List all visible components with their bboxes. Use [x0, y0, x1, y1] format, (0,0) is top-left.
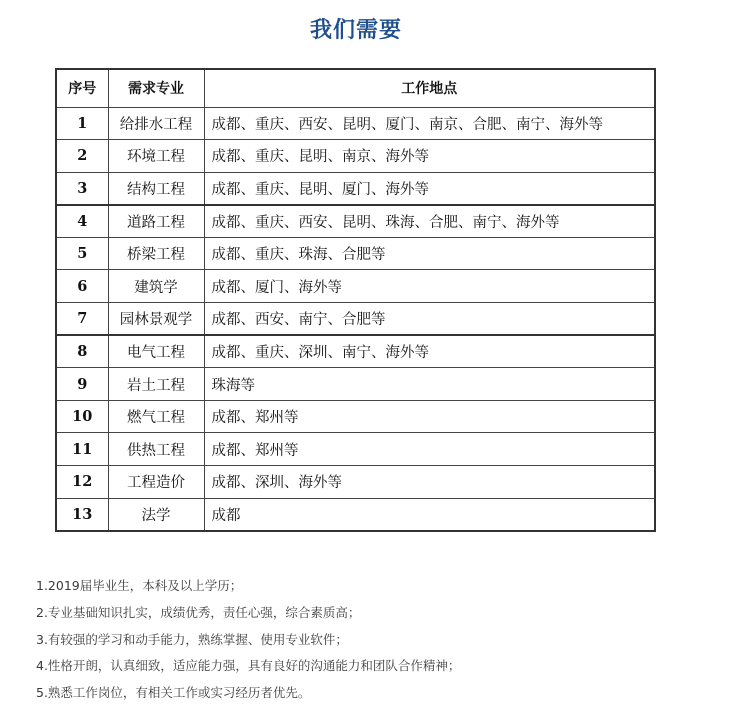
- table-row: [56, 140, 655, 173]
- row-major: 法学: [108, 498, 204, 531]
- row-location: 成都、西安、南宁、合肥等: [204, 303, 655, 336]
- header-location: 工作地点: [204, 69, 655, 107]
- row-major: 电气工程: [108, 335, 204, 368]
- row-number: 9: [56, 368, 108, 401]
- row-number: 3: [56, 172, 108, 205]
- row-location: 成都、深圳、海外等: [204, 466, 655, 499]
- row-major: 环境工程: [108, 140, 204, 173]
- row-major: 燃气工程: [108, 400, 204, 433]
- table-header-row: [56, 69, 655, 107]
- row-major: 岩土工程: [108, 368, 204, 401]
- row-number: 2: [56, 140, 108, 173]
- row-location: 成都、重庆、昆明、南京、海外等: [204, 140, 655, 173]
- table-row: [56, 368, 655, 401]
- row-number: 13: [56, 498, 108, 531]
- row-location: 成都、重庆、深圳、南宁、海外等: [204, 335, 655, 368]
- table-row: [56, 237, 655, 270]
- row-major: 供热工程: [108, 433, 204, 466]
- row-number: 6: [56, 270, 108, 303]
- table-row: [56, 270, 655, 303]
- table-row: [56, 400, 655, 433]
- row-location: 成都、郑州等: [204, 433, 655, 466]
- row-major: 结构工程: [108, 172, 204, 205]
- table-row: [56, 172, 655, 205]
- row-major: 给排水工程: [108, 107, 204, 140]
- note-item: 5.熟悉工作岗位，有相关工作或实习经历者优先。: [36, 685, 311, 701]
- row-location: 成都、厦门、海外等: [204, 270, 655, 303]
- row-number: 5: [56, 237, 108, 270]
- row-number: 1: [56, 107, 108, 140]
- table-row: [56, 498, 655, 531]
- page-title: 我们需要: [309, 18, 402, 43]
- row-major: 桥梁工程: [108, 237, 204, 270]
- row-location: 成都、重庆、昆明、厦门、海外等: [204, 172, 655, 205]
- row-number: 4: [56, 205, 108, 238]
- note-item: 1.2019届毕业生，本科及以上学历；: [36, 578, 243, 593]
- table-row: [56, 205, 655, 238]
- note-item: 2.专业基础知识扎实，成绩优秀，责任心强，综合素质高；: [36, 604, 361, 620]
- row-number: 12: [56, 466, 108, 499]
- row-number: 8: [56, 335, 108, 368]
- table-row: [56, 107, 655, 140]
- row-number: 11: [56, 433, 108, 466]
- row-location: 成都: [204, 498, 655, 531]
- row-location: 成都、重庆、西安、昆明、珠海、合肥、南宁、海外等: [204, 205, 655, 238]
- row-number: 10: [56, 400, 108, 433]
- requirements-notes: [36, 573, 716, 707]
- row-location: 成都、重庆、西安、昆明、厦门、南京、合肥、南宁、海外等: [204, 107, 655, 140]
- row-major: 建筑学: [108, 270, 204, 303]
- row-location: 珠海等: [204, 368, 655, 401]
- note-item: 4.性格开朗，认真细致，适应能力强，具有良好的沟通能力和团队合作精神；: [36, 658, 461, 674]
- row-major: 道路工程: [108, 205, 204, 238]
- row-number: 7: [56, 303, 108, 336]
- table-row: [56, 303, 655, 336]
- row-location: 成都、重庆、珠海、合肥等: [204, 237, 655, 270]
- row-location: 成都、郑州等: [204, 400, 655, 433]
- table-row: [56, 335, 655, 368]
- note-item: 3.有较强的学习和动手能力，熟练掌握、使用专业软件；: [36, 631, 348, 647]
- table-row: [56, 433, 655, 466]
- table-row: [56, 466, 655, 499]
- header-major: 需求专业: [108, 69, 204, 107]
- requirements-table: [55, 68, 656, 532]
- row-major: 工程造价: [108, 466, 204, 499]
- header-number: 序号: [56, 69, 108, 107]
- row-major: 园林景观学: [108, 303, 204, 336]
